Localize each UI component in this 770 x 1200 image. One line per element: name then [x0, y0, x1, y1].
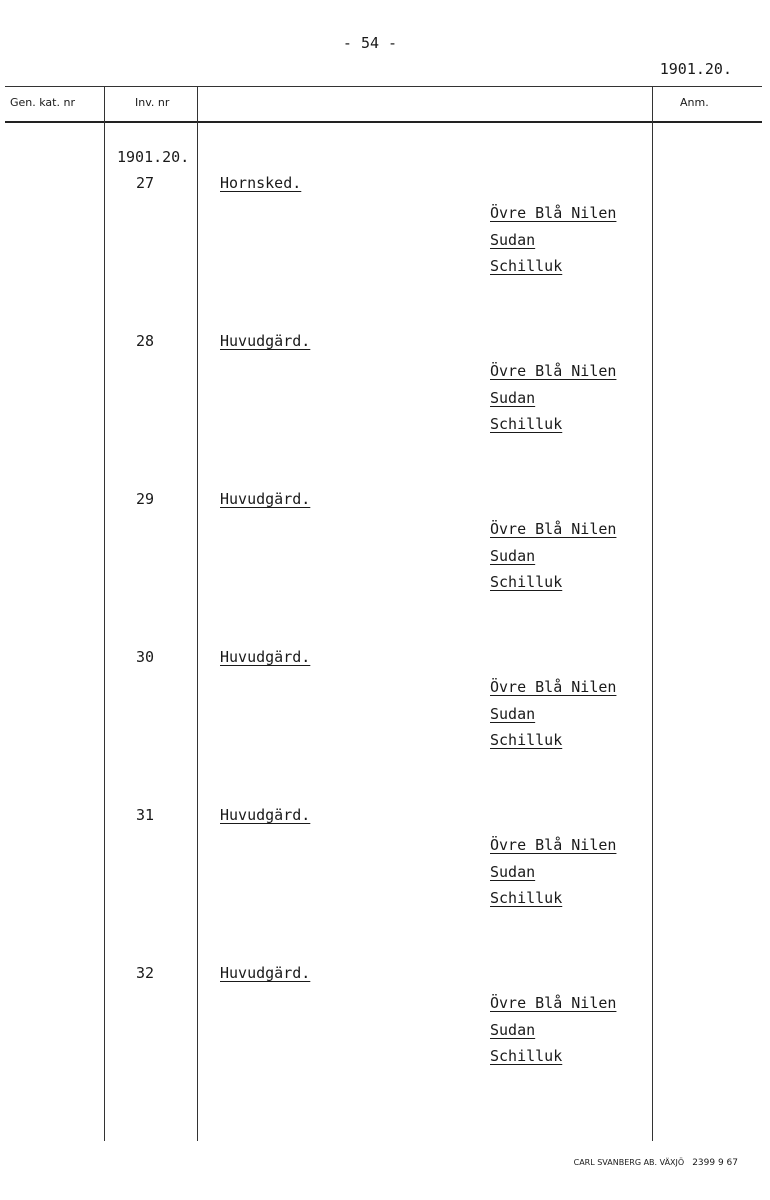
object-name: Huvudgärd. [220, 806, 311, 824]
printer-name: CARL SVANBERG AB. VÄXJÖ [573, 1158, 685, 1167]
table-header [5, 86, 762, 123]
object-name: Hornsked. [220, 174, 302, 192]
catalog-reference: 1901.20. [659, 60, 732, 78]
provenance-region: Övre Blå Nilen [490, 204, 617, 222]
catalog-entry [0, 490, 770, 640]
catalog-entry [0, 648, 770, 798]
object-name: Huvudgärd. [220, 490, 311, 508]
issue-reference: 1901.20. [117, 148, 190, 166]
provenance-region: Övre Blå Nilen [490, 362, 617, 380]
provenance [490, 674, 616, 754]
catalog-entry [0, 964, 770, 1114]
provenance-country: Sudan [490, 230, 536, 249]
page-number: - 54 - [342, 34, 398, 52]
provenance-region: Övre Blå Nilen [490, 520, 617, 538]
inventory-number: 29 [136, 490, 155, 508]
inventory-number: 30 [136, 648, 155, 666]
provenance [490, 358, 616, 438]
provenance-people: Schilluk [490, 889, 563, 907]
provenance-people: Schilluk [490, 1047, 563, 1065]
provenance [490, 832, 616, 912]
header-anm: Anm. [680, 96, 709, 109]
inventory-number: 28 [136, 332, 155, 350]
provenance-country: Sudan [490, 388, 536, 407]
form-code: 2399 9 67 [692, 1158, 738, 1168]
object-name: Huvudgärd. [220, 964, 311, 982]
provenance-country: Sudan [490, 1020, 536, 1039]
object-name: Huvudgärd. [220, 648, 311, 666]
catalog-entry [0, 806, 770, 956]
provenance-people: Schilluk [490, 573, 563, 591]
provenance [490, 516, 616, 596]
inventory-number: 32 [136, 964, 155, 982]
provenance-country: Sudan [490, 704, 536, 723]
provenance-country: Sudan [490, 546, 536, 565]
provenance-country: Sudan [490, 862, 536, 881]
provenance [490, 990, 616, 1070]
provenance-region: Övre Blå Nilen [490, 836, 617, 854]
inventory-number: 27 [136, 174, 155, 192]
inventory-number: 31 [136, 806, 155, 824]
provenance-people: Schilluk [490, 415, 563, 433]
provenance-people: Schilluk [490, 257, 563, 275]
printer-imprint [574, 1158, 738, 1168]
provenance [490, 200, 616, 280]
header-gen-kat-nr: Gen. kat. nr [10, 96, 75, 109]
provenance-region: Övre Blå Nilen [490, 678, 617, 696]
provenance-people: Schilluk [490, 731, 563, 749]
header-inv-nr: Inv. nr [135, 96, 170, 109]
catalog-entry [0, 174, 770, 324]
provenance-region: Övre Blå Nilen [490, 994, 617, 1012]
catalog-entry [0, 332, 770, 482]
object-name: Huvudgärd. [220, 332, 311, 350]
